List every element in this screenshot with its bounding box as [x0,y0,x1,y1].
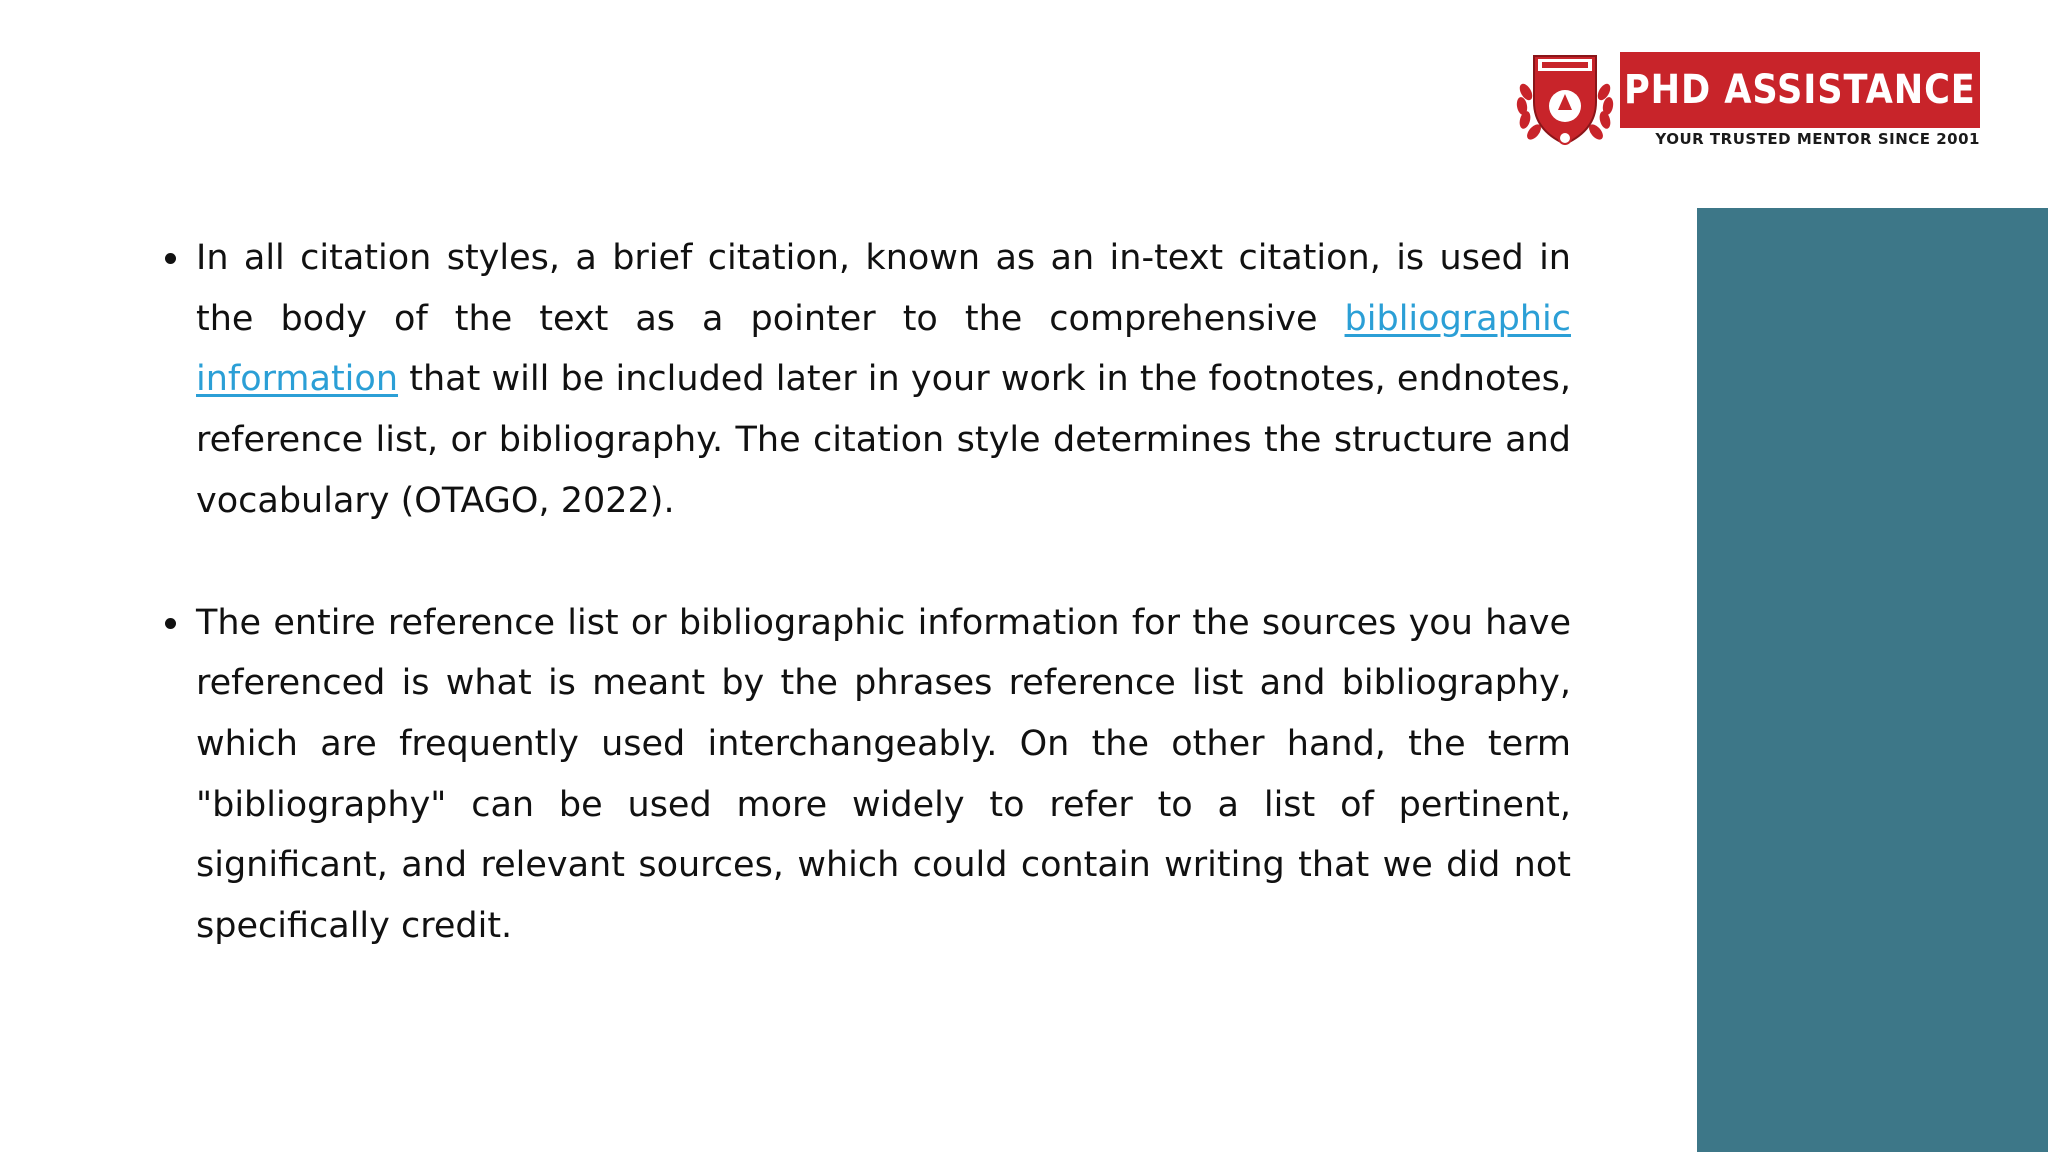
bullet-list [150,228,1571,957]
bullet-text-start: In all citation styles, a brief citation, known as an in-text citation, is used in the body of the text as a pointer to the comprehensive [196,238,1571,339]
list-item [150,593,1571,957]
bullet-dot-icon [165,253,176,264]
bullet-text: The entire reference list or bibliographic information for the sources you have referenced is what is meant by the phrases reference list and bibliography, which are frequently used interchangeably. On the other hand, the term "bibliography" can be used more widely to refer to a list of pertinent, significant, and relevant sources, which could contain writing that we did not specifically credit. [196,602,1571,947]
bullet-dot-icon [165,618,176,629]
logo-banner [1620,52,1980,128]
bibliographic-information-link[interactable]: bibliographic information [196,298,1571,400]
logo-name: PHD ASSISTANCE [1624,67,1976,113]
phd-assistance-logo[interactable] [1512,50,1982,150]
shield-crest-icon [1512,50,1618,150]
list-item [150,228,1571,532]
bullet-text-end: that will be included later in your work in the footnotes, endnotes, reference list, or bibliography. The citation style determines the structure and vocabulary (OTAGO, 2022). [196,359,1571,521]
side-accent-panel [1697,208,2048,1152]
logo-tagline: YOUR TRUSTED MENTOR SINCE 2001 [1655,130,1980,148]
